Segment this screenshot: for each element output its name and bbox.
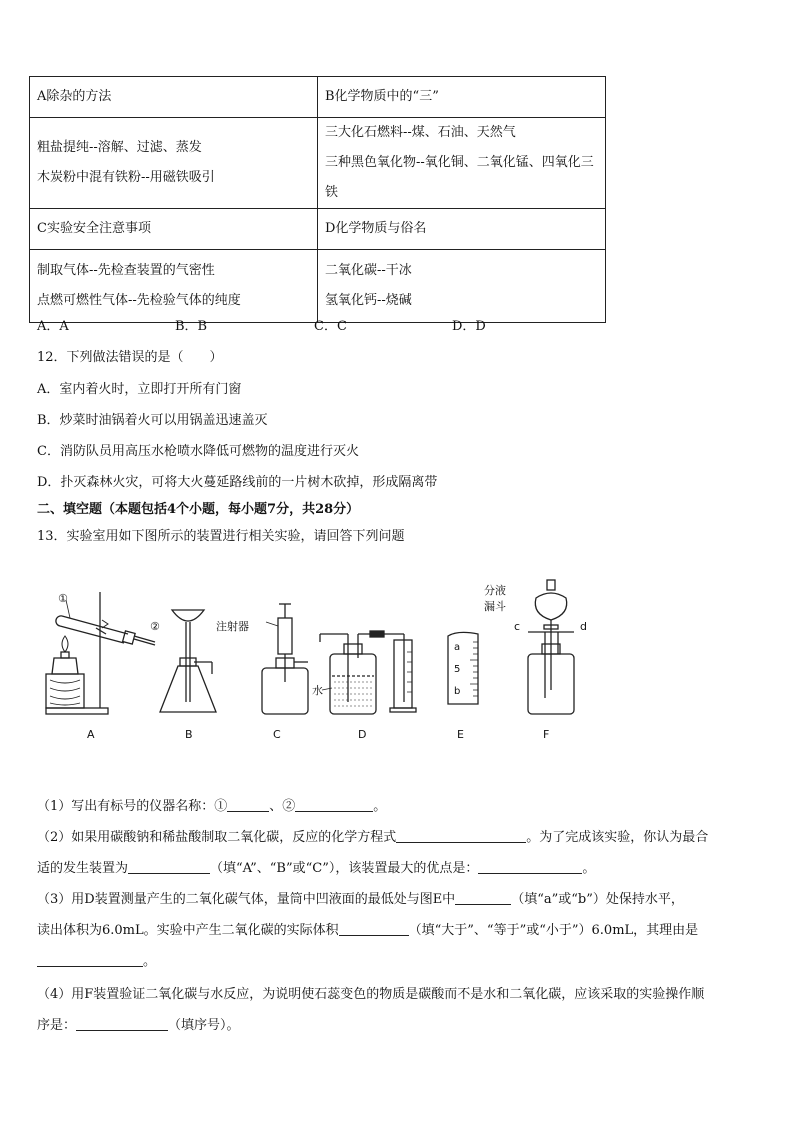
marker-1: ①	[58, 592, 68, 605]
q13-part4-line1: （4）用F装置验证二氧化碳与水反应，为说明使石蕊变色的物质是碳酸而不是水和二氧化碳，应该采取的实验操作顺	[37, 987, 705, 1002]
q12-option-a[interactable]: A．室内着火时，立即打开所有门窗	[37, 382, 242, 397]
answer-blank[interactable]	[478, 859, 582, 874]
apparatus-a	[46, 592, 155, 714]
cell-body-a	[30, 118, 318, 209]
q13-part3-line3	[37, 950, 156, 969]
cell-line: 木炭粉中混有铁粉--用磁铁吸引	[37, 170, 215, 185]
marker-2: ②	[150, 620, 160, 633]
cell-header-d: D化学物质与俗名	[318, 209, 606, 250]
cell-line: 三大化石燃料--煤、石油、天然气	[325, 125, 516, 140]
q11-choice-d[interactable]: D．D	[452, 319, 486, 334]
cell-line: 制取气体--先检查装置的气密性	[37, 263, 215, 278]
text: （填序号）。	[168, 1018, 240, 1033]
label-b: B	[185, 728, 193, 741]
text: 。	[373, 799, 387, 814]
text: 读出体积为6.0mL。实验中产生二氧化碳的实际体积	[37, 923, 339, 938]
apparatus-b	[160, 610, 216, 712]
text: （填“大于”、“等于”或“小于”）6.0mL，其理由是	[408, 923, 699, 938]
cell-line: 氢氧化钙--烧碱	[325, 293, 412, 308]
funnel-label-2: 漏斗	[484, 600, 506, 613]
text: （2）如果用碳酸钠和稀盐酸制取二氧化碳，反应的化学方程式	[37, 830, 397, 845]
label-c: C	[273, 728, 281, 741]
q13-stem: 13．实验室用如下图所示的装置进行相关实验，请回答下列问题	[37, 529, 405, 544]
cell-body-d	[318, 250, 606, 323]
cell-line: 三种黑色氧化物--氧化铜、二氧化锰、四氧化三铁	[325, 155, 594, 200]
text: 、②	[269, 799, 296, 814]
answer-blank[interactable]	[128, 859, 210, 874]
cell-line: 点燃可燃性气体--先检验气体的纯度	[37, 293, 241, 308]
cell-header-b: B化学物质中的“三”	[318, 77, 606, 118]
cyl-a-label: a	[454, 642, 461, 653]
funnel-label-1: 分液	[484, 584, 506, 597]
apparatus-d	[320, 631, 416, 714]
cell-line: 粗盐提纯--溶解、过滤、蒸发	[37, 140, 202, 155]
cell-body-b	[318, 118, 606, 209]
syringe-label: 注射器	[216, 620, 249, 633]
apparatus-e	[448, 632, 478, 704]
cyl-b-label: b	[454, 686, 461, 697]
label-e: E	[457, 728, 464, 741]
water-label: 水	[312, 684, 323, 697]
text: 序是：	[37, 1018, 77, 1033]
q11-choice-c[interactable]: C．C	[314, 319, 347, 334]
q13-part4-line2	[37, 1014, 240, 1033]
port-d-label: d	[580, 620, 587, 633]
cell-line: 二氧化碳--干冰	[325, 263, 412, 278]
text: （3）用D装置测量产生的二氧化碳气体，量筒中凹液面的最低处与图E中	[37, 892, 456, 907]
answer-blank[interactable]	[227, 797, 269, 812]
apparatus-c	[262, 604, 308, 714]
answer-blank[interactable]	[455, 890, 511, 905]
apparatus-figure	[40, 570, 610, 750]
text: 。	[143, 954, 157, 969]
q11-choice-a[interactable]: A．A	[37, 319, 69, 334]
q12-stem: 12．下列做法错误的是（ ）	[37, 350, 223, 365]
text: （填“A”、“B”或“C”），该装置最大的优点是：	[210, 861, 479, 876]
text: （1）写出有标号的仪器名称：①	[37, 799, 228, 814]
cell-body-c	[30, 250, 318, 323]
q13-part3-line2	[37, 919, 698, 938]
port-c-label: c	[514, 620, 521, 633]
text: 。为了完成该实验，你认为最合	[526, 830, 709, 845]
q12-option-b[interactable]: B．炒菜时油锅着火可以用锅盖迅速盖灭	[37, 413, 268, 428]
label-d: D	[358, 728, 367, 741]
answer-blank[interactable]	[295, 797, 373, 812]
answer-blank[interactable]	[76, 1016, 168, 1031]
cell-header-c: C实验安全注意事项	[30, 209, 318, 250]
options-table	[29, 76, 606, 323]
q12-option-d[interactable]: D．扑灭森林火灾，可将大火蔓延路线前的一片树木砍掉，形成隔离带	[37, 475, 438, 490]
q13-part2-line2	[37, 857, 595, 876]
q13-part3-line1	[37, 888, 684, 907]
section-heading: 二、填空题（本题包括4个小题，每小题7分，共28分）	[37, 502, 360, 517]
answer-blank[interactable]	[339, 921, 409, 936]
cell-header-a: A除杂的方法	[30, 77, 318, 118]
q13-part2-line1	[37, 826, 708, 845]
q13-part1	[37, 795, 386, 814]
label-f: F	[543, 728, 550, 741]
text: （填“a”或“b”）处保持水平，	[511, 892, 684, 907]
answer-blank[interactable]	[37, 952, 143, 967]
text: 。	[582, 861, 596, 876]
label-a: A	[87, 728, 95, 741]
text: 适的发生装置为	[37, 861, 129, 876]
cyl-5-label: 5	[454, 664, 461, 675]
q12-option-c[interactable]: C．消防队员用高压水枪喷水降低可燃物的温度进行灭火	[37, 444, 359, 459]
q11-choice-b[interactable]: B．B	[175, 319, 208, 334]
answer-blank[interactable]	[396, 828, 526, 843]
apparatus-f	[528, 580, 574, 714]
